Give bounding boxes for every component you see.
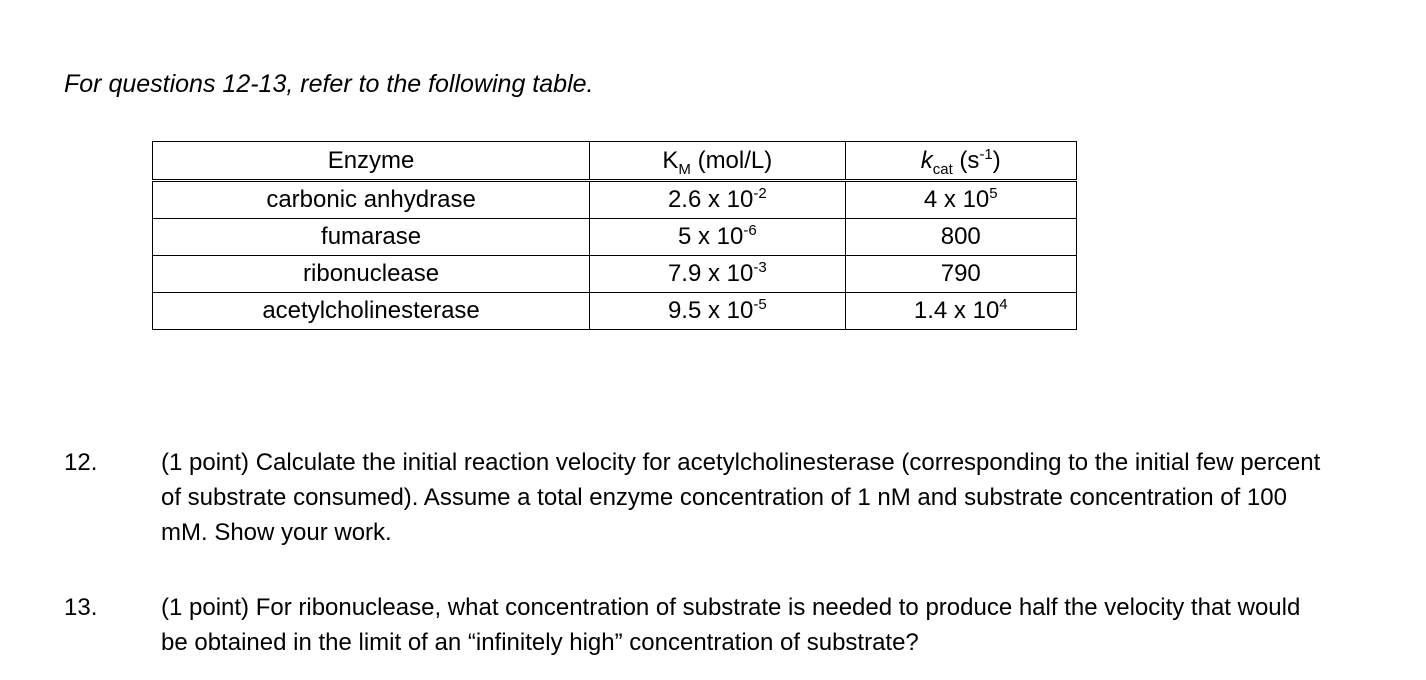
- km-mantissa: 7.9 x 10: [667, 260, 754, 287]
- question-text: (1 point) For ribonuclease, what concentration of substrate is needed to produce half the velocity that would be obtained in the limit of an “infinitely high” concentration of substrate?: [161, 594, 1301, 656]
- kcat-symbol: k: [920, 146, 933, 174]
- km-cell: [590, 293, 845, 330]
- header-enzyme: Enzyme: [153, 142, 590, 181]
- table-row: [153, 256, 1077, 293]
- kcat-mantissa: 1.4 x 10: [913, 297, 1000, 324]
- intro-text: For questions 12-13, refer to the following table.: [64, 70, 594, 98]
- enzyme-cell: fumarase: [153, 219, 590, 256]
- kcat-cell: [845, 219, 1076, 256]
- header-kcat: [845, 142, 1076, 181]
- km-unit: (mol/L): [690, 146, 773, 174]
- table-header-row: [153, 142, 1077, 181]
- header-km: [590, 142, 845, 181]
- kcat-unit-open: (s: [952, 146, 980, 174]
- enzyme-cell: carbonic anhydrase: [153, 181, 590, 219]
- km-mantissa: 2.6 x 10: [667, 186, 754, 213]
- kcat-mantissa: 800: [940, 223, 981, 250]
- enzyme-table: [152, 141, 1077, 330]
- table-row: [153, 219, 1077, 256]
- question-number: 13.: [64, 594, 98, 621]
- table-row: [153, 293, 1077, 330]
- kcat-unit-close: ): [992, 146, 1001, 174]
- kcat-cell: [845, 256, 1076, 293]
- km-cell: [590, 219, 845, 256]
- kcat-subscript: cat: [932, 160, 953, 178]
- km-symbol: K: [662, 146, 679, 174]
- km-subscript: M: [678, 160, 691, 178]
- km-cell: [590, 181, 845, 219]
- km-cell: [590, 256, 845, 293]
- enzyme-cell: acetylcholinesterase: [153, 293, 590, 330]
- kcat-cell: [845, 181, 1076, 219]
- kcat-unit-exponent: -1: [979, 145, 993, 163]
- question-13: [64, 590, 1414, 665]
- km-exponent: -6: [743, 222, 757, 239]
- question-12: [64, 445, 1414, 555]
- table-row: [153, 181, 1077, 219]
- enzyme-cell: ribonuclease: [153, 256, 590, 293]
- km-exponent: -3: [753, 259, 767, 276]
- km-mantissa: 9.5 x 10: [667, 297, 754, 324]
- question-text: (1 point) Calculate the initial reaction velocity for acetylcholinesterase (corresponding to the initial few percent of substrate consumed). Assume a total enzyme concentration of 1 nM and substrate concentration of 100 mM. Show your work.: [161, 449, 1321, 546]
- kcat-cell: [845, 293, 1076, 330]
- question-number: 12.: [64, 449, 98, 476]
- kcat-mantissa: 790: [940, 260, 981, 287]
- kcat-exponent: 4: [999, 296, 1008, 313]
- kcat-mantissa: 4 x 10: [923, 186, 990, 213]
- km-exponent: -5: [753, 296, 767, 313]
- km-mantissa: 5 x 10: [677, 223, 744, 250]
- km-exponent: -2: [753, 185, 767, 202]
- kcat-exponent: 5: [989, 185, 998, 202]
